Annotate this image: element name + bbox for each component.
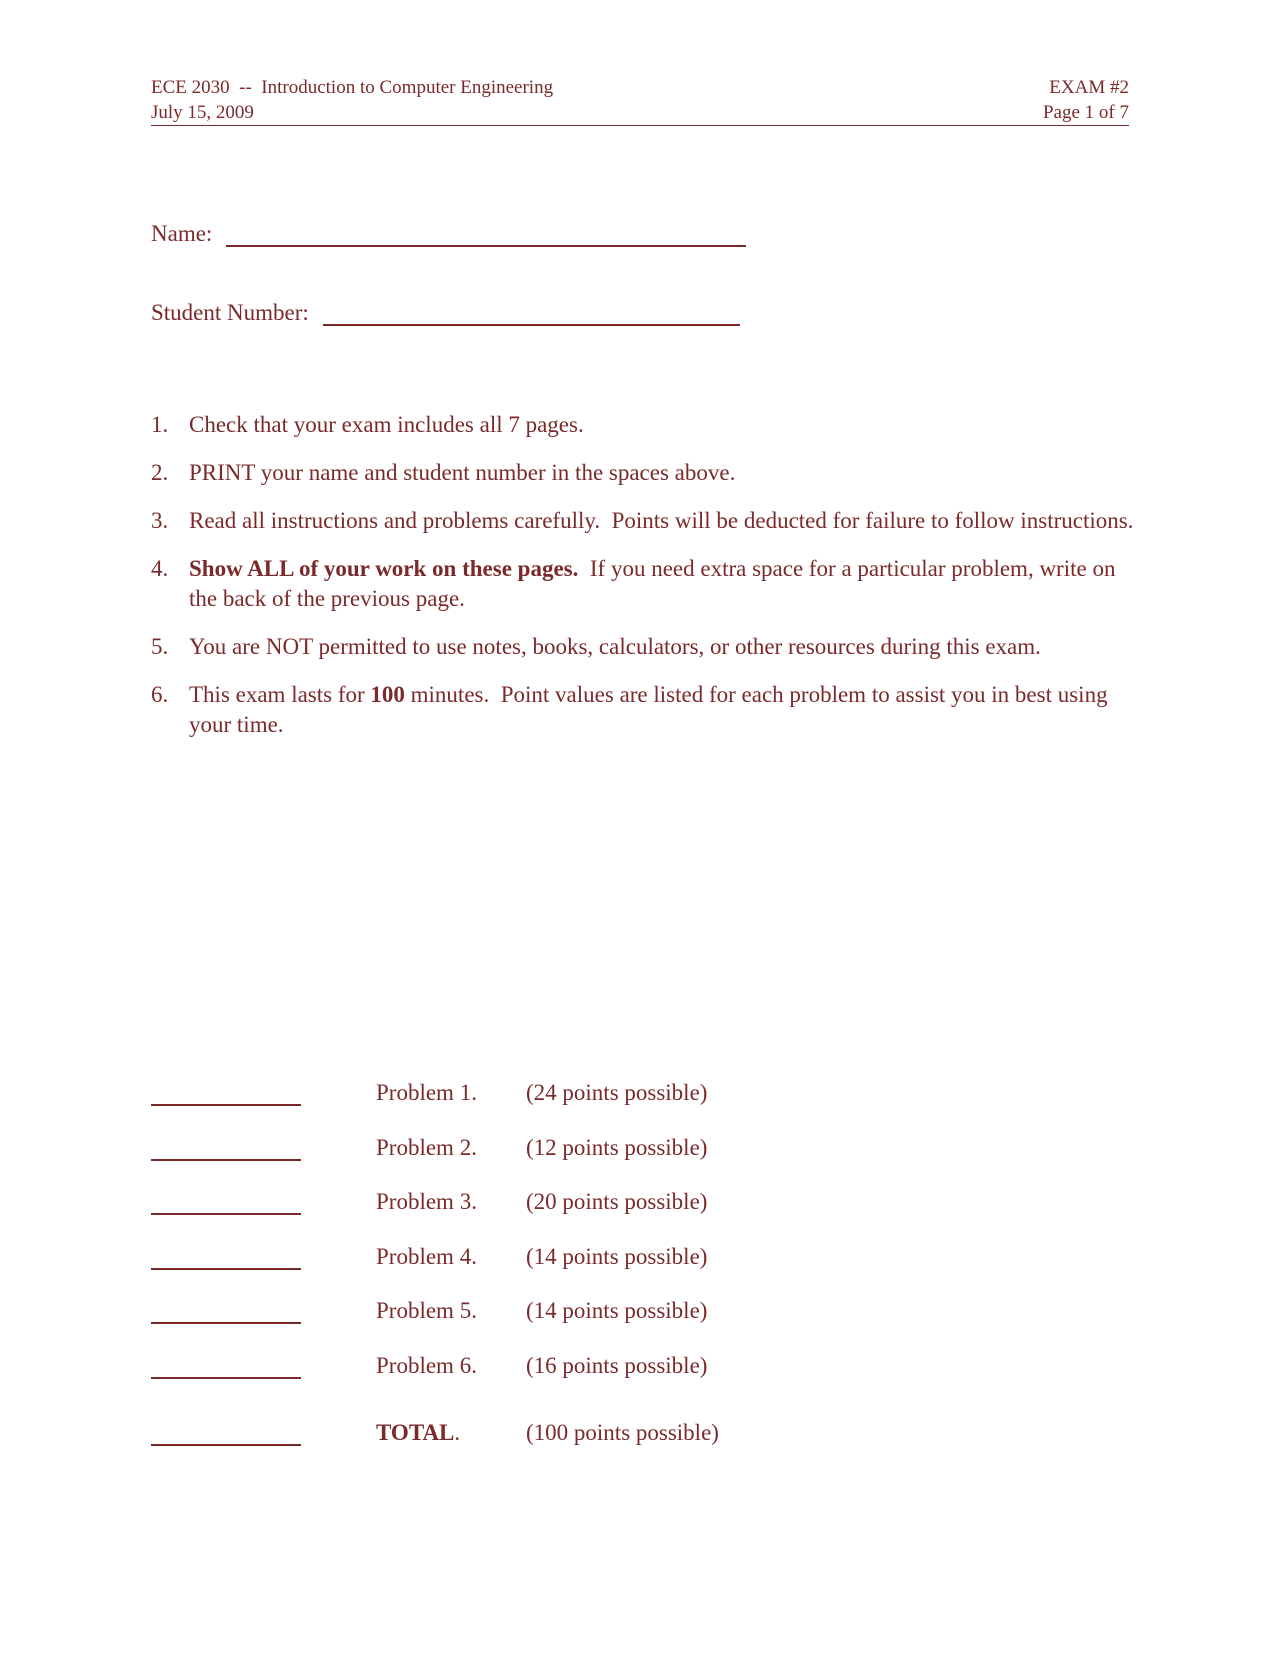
points-possible: (20 points possible): [526, 1189, 708, 1214]
instructions-list: [151, 410, 1141, 758]
total-points-possible: (100 points possible): [526, 1420, 719, 1445]
instruction-number: 4.: [151, 556, 169, 581]
points-possible: (12 points possible): [526, 1135, 708, 1160]
problem-label: Problem 1.: [376, 1080, 477, 1105]
score-row-problem-3: [151, 1189, 708, 1215]
student-number-label: Student Number:: [151, 300, 309, 325]
instruction-text: PRINT your name and student number in the spaces above.: [189, 460, 736, 485]
exam-title: EXAM #2: [1049, 77, 1129, 98]
score-row-problem-5: [151, 1298, 708, 1324]
instruction-emphasis: Show ALL of your work on these pages.: [189, 556, 579, 581]
score-field[interactable]: [151, 1246, 301, 1270]
problem-label: Problem 4.: [376, 1244, 477, 1269]
instruction-item: [151, 554, 1141, 614]
header-top-row: [151, 75, 1129, 100]
score-field[interactable]: [151, 1355, 301, 1379]
score-row-problem-1: [151, 1080, 708, 1106]
header-bottom-row: [151, 100, 1129, 126]
instruction-number: 1.: [151, 412, 169, 437]
page-header: [151, 75, 1129, 126]
instruction-number: 5.: [151, 634, 169, 659]
name-field-row: [151, 221, 746, 247]
name-label: Name:: [151, 221, 213, 246]
student-number-field[interactable]: [323, 300, 740, 326]
instruction-text: Show ALL of your work on these pages. If you need extra space for a particular problem, write on the back of the previous page.: [189, 556, 1122, 611]
instruction-text: You are NOT permitted to use notes, books, calculators, or other resources during this exam.: [189, 634, 1041, 659]
instruction-item: [151, 410, 1141, 440]
score-row-problem-2: [151, 1135, 708, 1161]
score-row-problem-6: [151, 1353, 708, 1379]
student-number-field-row: [151, 300, 740, 326]
instruction-emphasis: 100: [370, 682, 405, 707]
total-label: TOTAL.: [376, 1420, 461, 1445]
instruction-number: 6.: [151, 682, 169, 707]
points-possible: (24 points possible): [526, 1080, 708, 1105]
instruction-item: [151, 506, 1141, 536]
name-field[interactable]: [226, 221, 746, 247]
score-field[interactable]: [151, 1082, 301, 1106]
page-number: Page 1 of 7: [1042, 102, 1129, 123]
exam-date: July 15, 2009: [151, 102, 254, 123]
instruction-text: Read all instructions and problems carefully. Points will be deducted for failure to follow instructions.: [189, 508, 1134, 533]
instruction-number: 3.: [151, 508, 169, 533]
score-field[interactable]: [151, 1300, 301, 1324]
problem-label: Problem 6.: [376, 1353, 477, 1378]
instruction-number: 2.: [151, 460, 169, 485]
instruction-text: Check that your exam includes all 7 pages.: [189, 412, 584, 437]
score-field[interactable]: [151, 1137, 301, 1161]
course-title: ECE 2030 -- Introduction to Computer Engineering: [151, 77, 554, 98]
problem-label: Problem 5.: [376, 1298, 477, 1323]
instruction-text: This exam lasts for 100 minutes. Point values are listed for each problem to assist you in best using your time.: [189, 682, 1114, 737]
score-field[interactable]: [151, 1191, 301, 1215]
instruction-item: [151, 680, 1141, 740]
score-row-total: [151, 1420, 719, 1446]
total-score-field[interactable]: [151, 1422, 301, 1446]
instruction-item: [151, 458, 1141, 488]
points-possible: (16 points possible): [526, 1353, 708, 1378]
points-possible: (14 points possible): [526, 1298, 708, 1323]
problem-label: Problem 3.: [376, 1189, 477, 1214]
points-possible: (14 points possible): [526, 1244, 708, 1269]
problem-label: Problem 2.: [376, 1135, 477, 1160]
instruction-item: [151, 632, 1141, 662]
score-row-problem-4: [151, 1244, 708, 1270]
